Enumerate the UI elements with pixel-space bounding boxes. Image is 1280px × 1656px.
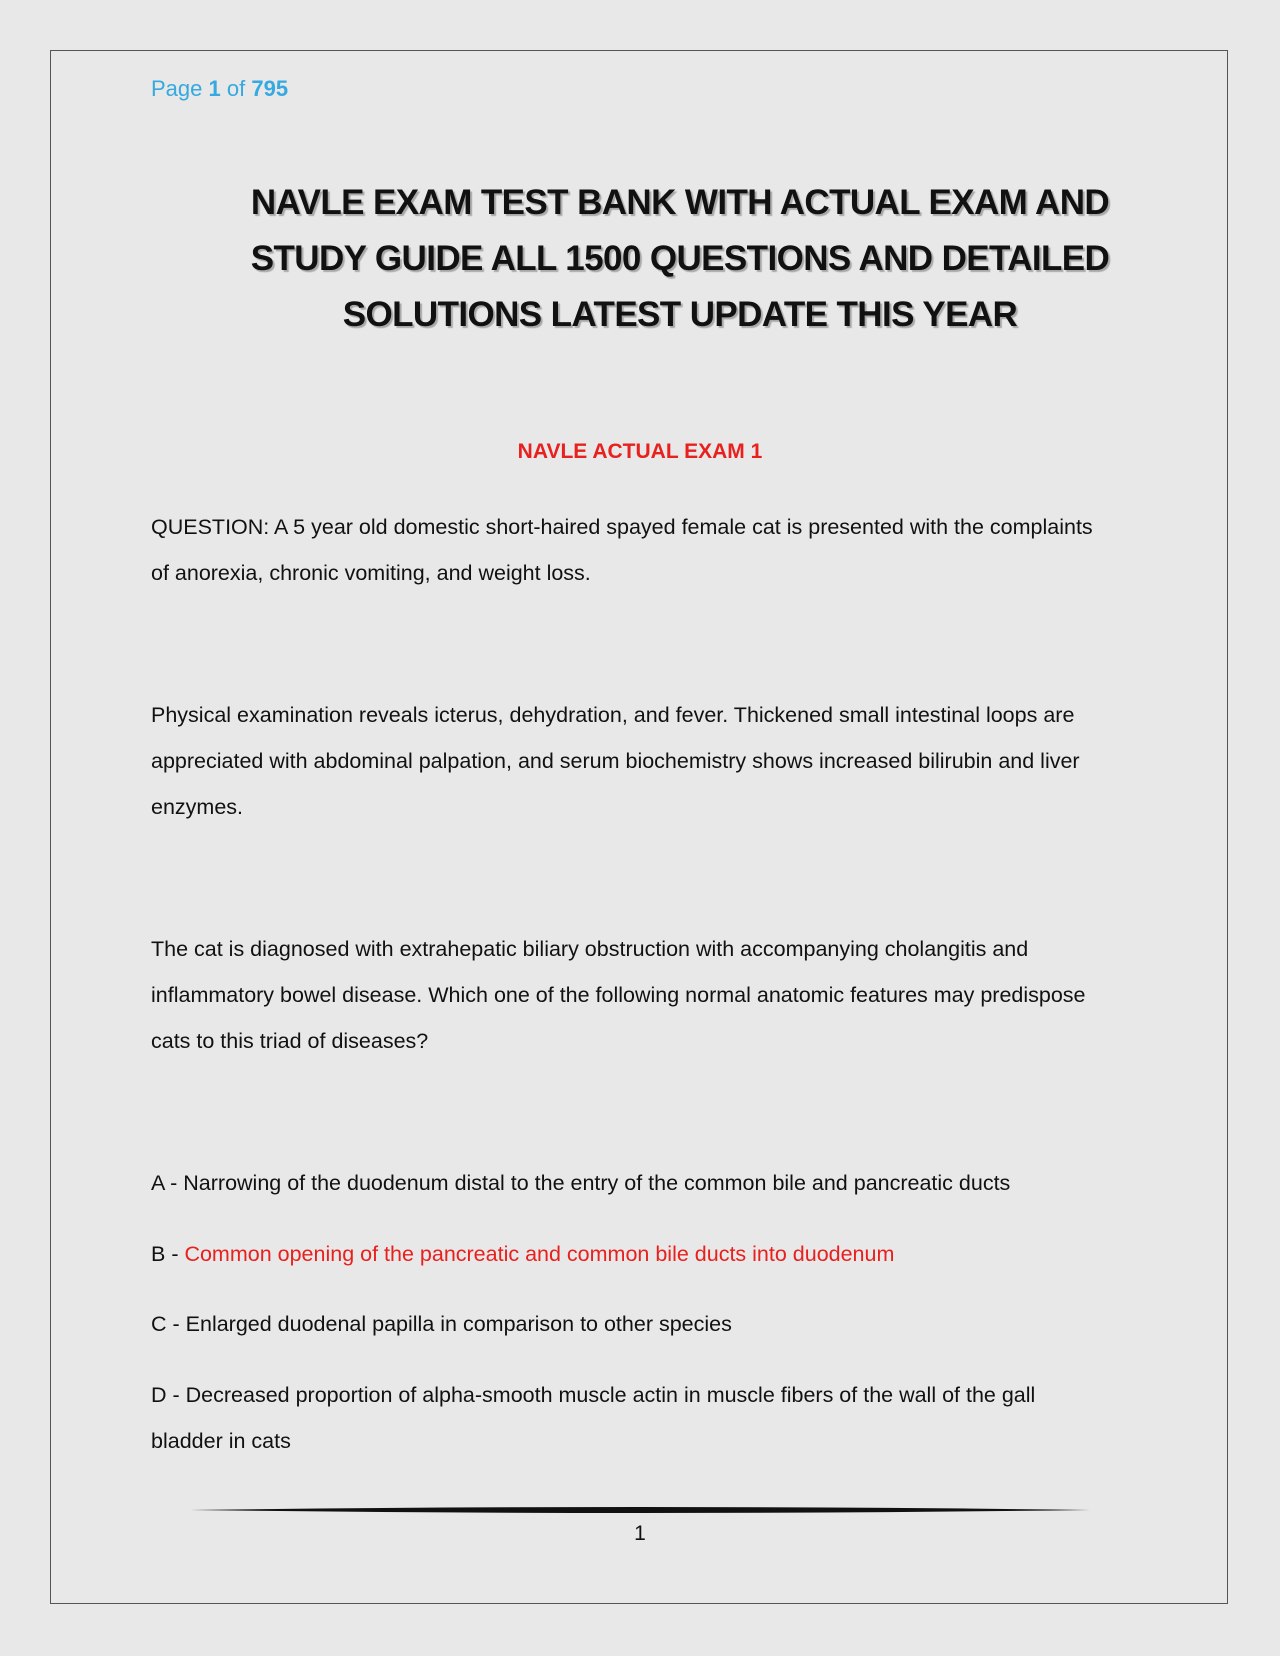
page-counter (151, 76, 288, 102)
option-d-text: Decreased proportion of alpha-smooth muscle actin in muscle fibers of the wall of the gall bladder in cats (151, 1383, 1036, 1453)
question-stem: QUESTION: A 5 year old domestic short-haired spayed female cat is presented with the complaints of anorexia, chronic vomiting, and weight loss. (151, 515, 1093, 585)
option-c-text: Enlarged duodenal papilla in comparison to other species (185, 1312, 732, 1336)
option-d-prefix: D - (151, 1383, 186, 1407)
section-heading: NAVLE ACTUAL EXAM 1 (517, 440, 763, 463)
option-a-prefix: A - (151, 1171, 184, 1195)
total-pages: 795 (251, 76, 289, 101)
title-line-1: NAVLE EXAM TEST BANK WITH ACTUAL EXAM AND (250, 183, 1110, 222)
option-d (151, 1372, 1111, 1464)
current-page: 1 (208, 76, 221, 101)
option-c-prefix: C - (151, 1312, 186, 1336)
page-prefix: Page (151, 76, 203, 101)
option-b-prefix: B - (151, 1242, 185, 1266)
option-b-text-correct-answer: Common opening of the pancreatic and common bile ducts into duodenum (184, 1242, 895, 1266)
footer-divider (190, 1504, 1090, 1516)
exam-findings: Physical examination reveals icterus, dehydration, and fever. Thickened small intestinal loops are appreciated with abdominal palpation, and serum biochemistry shows increased bilirubin and liver enzymes. (151, 703, 1080, 819)
option-c (151, 1301, 1111, 1347)
title-line-3: SOLUTIONS LATEST UPDATE THIS YEAR (342, 295, 1018, 334)
option-a (151, 1160, 1111, 1206)
option-a-text: Narrowing of the duodenum distal to the entry of the common bile and pancreatic ducts (183, 1171, 1011, 1195)
title-line-2: STUDY GUIDE ALL 1500 QUESTIONS AND DETAILED (250, 239, 1110, 278)
diagnosis-question: The cat is diagnosed with extrahepatic biliary obstruction with accompanying cholangitis and inflammatory bowel disease. Which one of the following normal anatomic features may predispose cats to this triad of diseases? (151, 937, 1086, 1053)
document-title (200, 175, 1160, 343)
of-label: of (226, 76, 246, 101)
footer-page-number: 1 (634, 1522, 646, 1545)
option-b (151, 1231, 1111, 1277)
